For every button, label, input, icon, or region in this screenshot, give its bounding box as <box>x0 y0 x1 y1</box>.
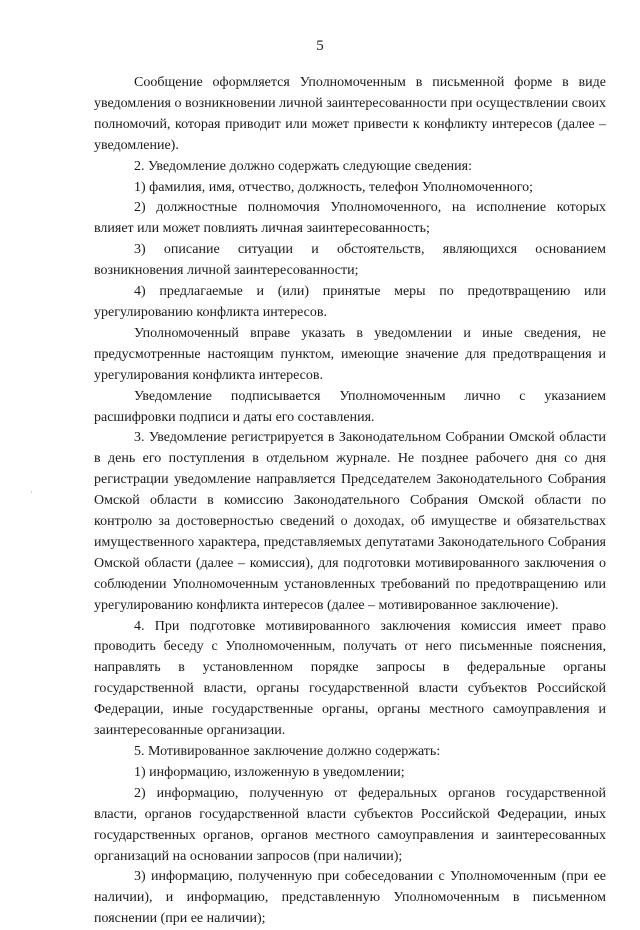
paragraph: 3. Уведомление регистрируется в Законодательном Собрании Омской области в день его поступления в отдельном журнале. Не позднее рабочего дня со дня регистрации уведомление направляется Председателем Законодательного Собрания Омской области в комиссию Законодательного Собрания Омской области по контролю за достоверностью сведений о доходах, об имуществе и обязательствах имущественного характера, представляемых депутатами Законодательного Собрания Омской области (далее – комиссия), для подготовки мотивированного заключения о соблюдении Уполномоченным установленных требований по предотвращению или урегулированию конфликта интересов (далее – мотивированное заключение). <box>94 430 606 613</box>
paragraph: Уведомление подписывается Уполномоченным лично с указанием расшифровки подписи и даты его составления. <box>94 388 606 425</box>
page-number: 5 <box>316 38 324 54</box>
paragraph: 1) информацию, изложенную в уведомлении; <box>134 764 405 780</box>
paragraph: Сообщение оформляется Уполномоченным в письменной форме в виде уведомления о возникновении личной заинтересованности при осуществлении своих полномочий, которая приводит или может привести к конфликту интересов (далее – уведомление). <box>94 75 606 153</box>
paragraph: 3) информацию, полученную при собеседовании с Уполномоченным (при ее наличии), и информацию, представленную Уполномоченным в письменном пояснении (при ее наличии); <box>94 869 606 927</box>
margin-mark: · <box>30 487 33 497</box>
paragraph: 4. При подготовке мотивированного заключения комиссия имеет право проводить беседу с Уполномоченным, получать от него письменные пояснения, направлять в установленном порядке запросы в федеральные органы государственной власти, органы государственной власти субъектов Российской Федерации, иные государственные органы, органы местного самоуправления и заинтересованные организации. <box>94 618 606 739</box>
paragraph: 4) предлагаемые и (или) принятые меры по предотвращению или урегулированию конфликта интересов. <box>94 284 606 320</box>
paragraph: Уполномоченный вправе указать в уведомлении и иные сведения, не предусмотренные настоящим пунктом, имеющие значение для предотвращения и урегулирования конфликта интересов. <box>94 325 606 383</box>
paragraph: 2. Уведомление должно содержать следующие сведения: <box>134 158 472 174</box>
paragraph: 2) должностные полномочия Уполномоченного, на исполнение которых влияет или может повлиять личная заинтересованность; <box>94 200 606 237</box>
paragraph: 5. Мотивированное заключение должно содержать: <box>134 744 441 759</box>
paragraph: 2) информацию, полученную от федеральных органов государственной власти, органов государственной власти субъектов Российской Федерации, иных государственных органов, органов местного самоуправления и заинтересованных организаций на основании запросов (при наличии); <box>94 785 606 864</box>
paragraph: 1) фамилия, имя, отчество, должность, телефон Уполномоченного; <box>134 179 534 195</box>
document-body <box>94 73 606 930</box>
paragraph: 3) описание ситуации и обстоятельств, являющихся основанием возникновения личной заинтересованности; <box>94 242 606 279</box>
